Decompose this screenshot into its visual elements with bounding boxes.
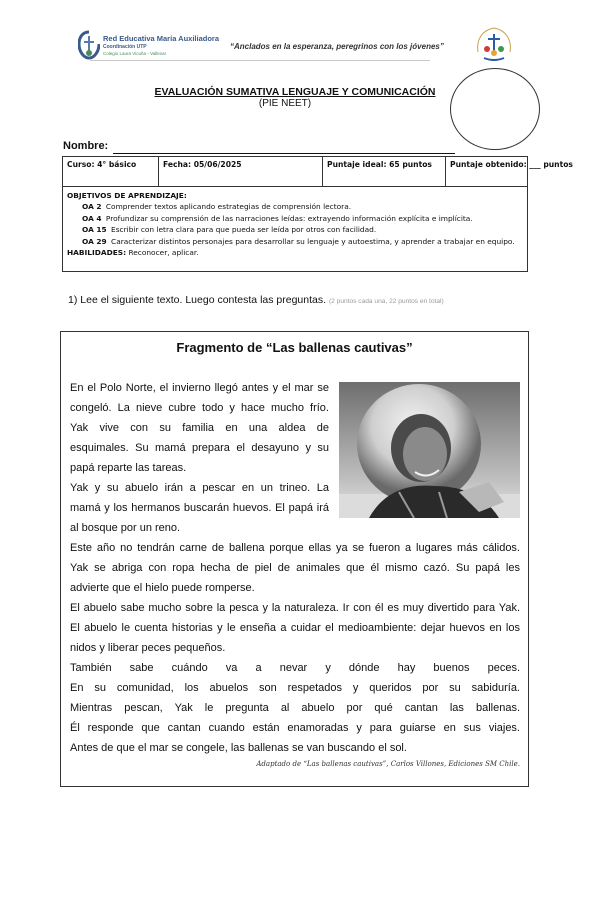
objective-text: Comprender textos aplicando estrategias de comprensión lectora. bbox=[105, 202, 352, 212]
header-divider bbox=[90, 60, 430, 61]
objective-code: OA 2 bbox=[82, 202, 102, 212]
objective-item bbox=[67, 201, 517, 212]
reading-line: nidos y liberar peces pequeños. bbox=[70, 642, 226, 654]
objective-item bbox=[67, 236, 517, 247]
reading-line: Yak vive con su familia en una aldea de bbox=[70, 422, 329, 434]
objective-code: OA 29 bbox=[82, 236, 107, 246]
info-row bbox=[63, 157, 573, 187]
reading-line: papá reparte las tareas. bbox=[70, 462, 187, 474]
reading-line: al bosque por un reno. bbox=[70, 522, 181, 534]
name-field-line[interactable] bbox=[113, 153, 455, 154]
reading-line: Este año no tendrán carne de ballena porque ellas ya se fueron a lugares más cálidos. bbox=[70, 542, 520, 554]
inuit-woman-photo bbox=[339, 382, 520, 518]
skills-text: Reconocer, aplicar. bbox=[128, 248, 199, 258]
reading-line: Antes de que el mar se congele, las ballenas se van buscando el sol. bbox=[70, 742, 407, 754]
exam-info-table bbox=[62, 156, 573, 272]
org-unit: Coordinación UTP bbox=[103, 44, 147, 50]
objective-text: Escribir con letra clara para que pueda ser leída por otros con facilidad. bbox=[111, 225, 377, 235]
reading-line: Él responde que cantan cuando están enamoradas y para guiarse en sus viajes. bbox=[70, 722, 520, 734]
exam-subtitle: (PIE NEET) bbox=[258, 98, 312, 109]
grade-circle bbox=[450, 68, 540, 150]
school-network-logo bbox=[78, 30, 238, 64]
date-cell: Fecha: 05/06/2025 bbox=[159, 157, 323, 186]
motto: “Anclados en la esperanza, peregrinos con los jóvenes” bbox=[230, 42, 444, 51]
reading-line: esquimales. Su mamá prepara el desayuno y su bbox=[70, 442, 329, 454]
reading-line: congeló. La nieve cubre todo y hace mucho frío. bbox=[70, 402, 329, 414]
objective-item bbox=[67, 213, 517, 224]
name-label: Nombre: bbox=[63, 140, 109, 152]
reading-line: Yak se abriga con ropa hecha de piel de animales que él mismo cazó. Su papá les bbox=[70, 562, 520, 574]
org-name: Red Educativa María Auxiliadora bbox=[103, 34, 220, 43]
reading-line: mamá y los hermanos buscarán huevos. El papá irá bbox=[70, 502, 329, 514]
question-text: Lee el siguiente texto. Luego contesta las preguntas. bbox=[80, 294, 327, 306]
objective-text: Profundizar su comprensión de las narraciones leídas: extrayendo información explícita e implícita. bbox=[105, 213, 473, 223]
exam-title: EVALUACIÓN SUMATIVA LENGUAJE Y COMUNICACIÓN bbox=[154, 86, 436, 98]
skills-line bbox=[67, 247, 517, 258]
objectives-block bbox=[67, 190, 517, 258]
reading-title: Fragmento de “Las ballenas cautivas” bbox=[176, 340, 413, 355]
objective-item bbox=[67, 224, 517, 235]
skills-label: HABILIDADES: bbox=[67, 248, 127, 258]
objective-code: OA 4 bbox=[82, 213, 102, 223]
ideal-score-cell: Puntaje ideal: 65 puntos bbox=[323, 157, 446, 186]
anchor-logo-icon bbox=[78, 30, 100, 60]
reading-line: En el Polo Norte, el invierno llegó antes y el mar se bbox=[70, 382, 329, 394]
objectives-heading: OBJETIVOS DE APRENDIZAJE: bbox=[67, 191, 187, 200]
reading-line: El abuelo sabe mucho sobre la pesca y la naturaleza. Ir con él es muy divertido para Yak. bbox=[70, 602, 520, 614]
jubilee-crest-icon bbox=[472, 22, 516, 66]
school-name: Colegio Laura Vicuña - Vallenar bbox=[103, 51, 167, 56]
question-1 bbox=[68, 294, 444, 306]
reading-line: También sabe cuándo va a nevar y dónde hay buenos peces. bbox=[70, 662, 520, 674]
reading-source: Adaptado de “Las ballenas cautivas”, Carlos Villones, Ediciones SM Chile. bbox=[256, 760, 520, 768]
reading-line: advierte que el hielo puede romperse. bbox=[70, 582, 255, 594]
question-points: (2 puntos cada una, 22 puntos en total) bbox=[328, 298, 444, 305]
reading-line: Mientras pescan, Yak le pregunta al abuelo por qué cantan las ballenas. bbox=[70, 702, 520, 714]
objective-code: OA 15 bbox=[82, 225, 107, 235]
reading-line: Yak y su abuelo irán a pescar en un trineo. La bbox=[70, 482, 329, 494]
question-number: 1) bbox=[68, 294, 78, 306]
reading-line: El abuelo le cuenta historias y le enseña a cuidar el medioambiente: dejar huevos en los bbox=[70, 622, 520, 634]
objective-text: Caracterizar distintos personajes para desarrollar su lenguaje y autoestima, y aprender a trabajar en equipo. bbox=[111, 236, 515, 246]
obtained-score-cell: Puntaje obtenido: ___ puntos bbox=[450, 160, 573, 169]
course-cell: Curso: 4° básico bbox=[63, 157, 159, 186]
reading-line: En su comunidad, los abuelos son respetados y queridos por su sabiduría. bbox=[70, 682, 520, 694]
